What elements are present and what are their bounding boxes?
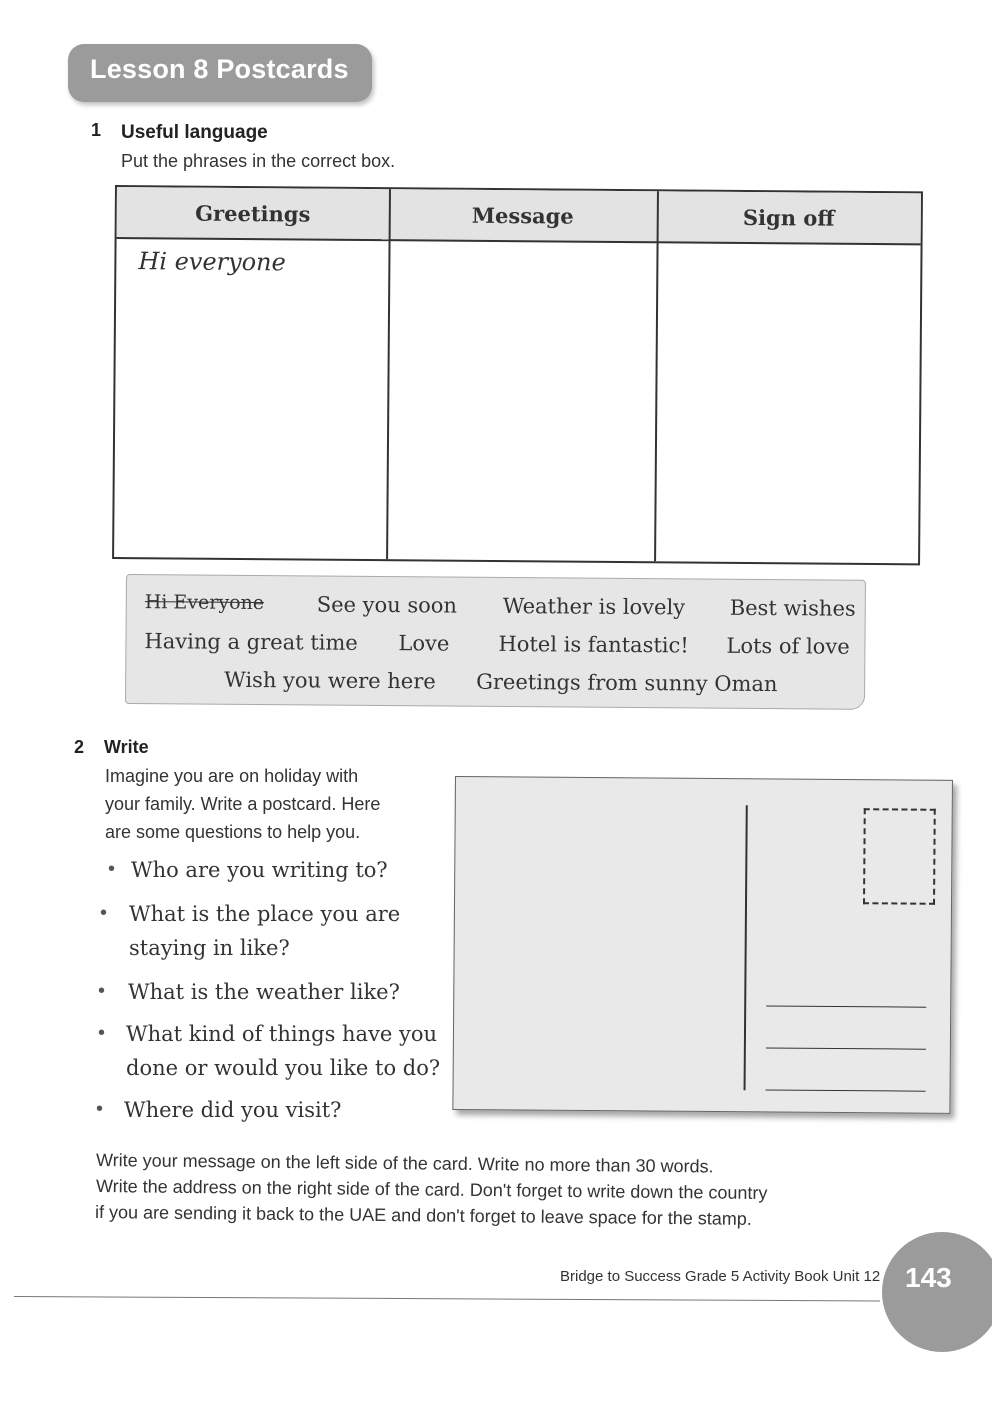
address-line[interactable] [766,1005,926,1007]
address-line[interactable] [766,1047,926,1049]
stamp-placeholder [863,808,936,905]
guide-question: Where did you visit? [124,1098,342,1122]
write-instruction-line: if you are sending it back to the UAE and don't forget to leave space for the stamp. [94,1202,752,1229]
phrase-item: Having a great time [144,629,358,655]
footer-rule [14,1296,880,1302]
bullet-icon: • [98,1022,106,1044]
section-2-heading: Write [104,737,149,757]
phrase-item: Lots of love [726,633,850,659]
lesson-title: Lesson 8 Postcards [90,54,349,84]
guide-question: What is the place you are [129,902,401,926]
table-cell-message[interactable] [390,243,652,559]
phrase-item: Wish you were here [224,667,436,694]
section-2-number: 2 [74,737,85,757]
book-credit: Bridge to Success Grade 5 Activity Book Unit 12 [560,1268,881,1285]
section-1-number: 1 [91,120,102,140]
guide-question-continued: done or would you like to do? [126,1056,441,1080]
table-cell-greetings[interactable] [116,241,384,557]
write-intro-line: your family. Write a postcard. Here [105,794,381,814]
guide-question: What is the weather like? [128,980,400,1004]
section-1-instruction: Put the phrases in the correct box. [121,151,396,171]
bullet-icon: • [96,1098,104,1120]
table-cell-greetings-example: Hi everyone [138,247,286,277]
guide-question: Who are you writing to? [131,858,388,882]
table-header-greetings: Greetings [117,187,389,241]
table-header-sign-off: Sign off [657,191,921,245]
phrase-item: Best wishes [729,595,856,621]
postcard-message-area[interactable] [464,787,738,1089]
phrase-item: See you soon [316,592,458,618]
write-intro-line: are some questions to help you. [105,822,361,842]
phrase-item: Hotel is fantastic! [498,631,689,658]
postcard-template [452,776,953,1114]
bullet-icon: • [108,858,116,880]
write-intro-line: Imagine you are on holiday with [105,766,359,786]
phrase-item: Hi Everyone [144,591,265,615]
guide-question-continued: staying in like? [129,936,290,960]
bullet-icon: • [100,902,108,924]
bullet-icon: • [98,980,106,1002]
table-header-message: Message [389,189,657,243]
phrase-item: Greetings from sunny Oman [476,669,778,697]
phrase-item: Weather is lovely [502,593,686,620]
phrase-sorting-table [112,185,923,565]
page-number: 143 [905,1262,952,1293]
address-line[interactable] [766,1089,926,1091]
phrase-bank [125,574,866,710]
guide-question: What kind of things have you [126,1022,438,1046]
phrase-item: Love [398,631,450,656]
table-cell-sign-off[interactable] [658,245,916,561]
write-instruction-line: Write the address on the right side of the card. Don't forget to write down the country [95,1176,768,1204]
section-1-heading: Useful language [121,122,268,143]
write-instruction-line: Write your message on the left side of the card. Write no more than 30 words. [95,1150,714,1177]
postcard-divider [744,805,748,1090]
